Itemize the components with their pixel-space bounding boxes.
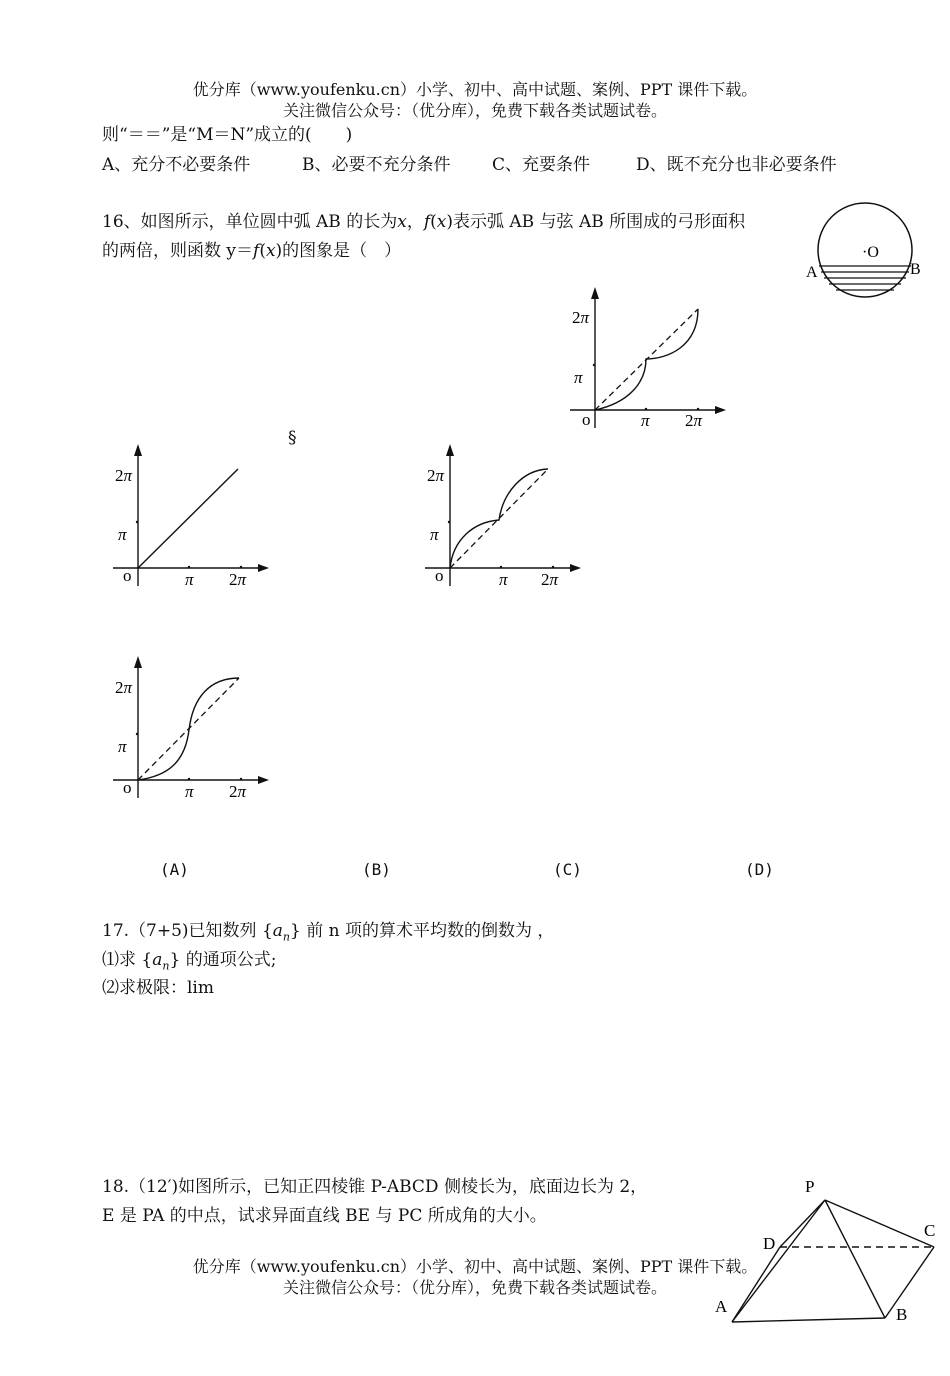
- graph-a-line: [138, 469, 238, 568]
- graph-b-x-2pi: 2π: [541, 570, 559, 589]
- graph-c: [103, 652, 278, 802]
- vertex-d-label: D: [763, 1234, 776, 1253]
- graph-c-x-pi: π: [185, 782, 194, 801]
- graph-a-x-arrow: [258, 564, 269, 572]
- q18-line-1: 18.（12′)如图所示，已知正四棱锥 P-ABCD 侧棱长为，底面边长为 2，: [102, 1177, 648, 1197]
- graph-a-origin: o: [123, 566, 132, 585]
- option-label-a: (A): [160, 860, 189, 879]
- graph-b-y-pi: π: [430, 525, 439, 544]
- graph-b-x-pi: π: [499, 570, 508, 589]
- graph-a-y-pi: π: [118, 525, 127, 544]
- vertex-c-label: C: [924, 1221, 936, 1240]
- graph-b-y-2pi: 2π: [427, 466, 445, 485]
- header-line-1: 优分库（www.youfenku.cn）小学、初中、高中试题、案例、PPT 课件下载。: [192, 80, 758, 99]
- graph-d-x-pi: π: [641, 411, 650, 430]
- footer-line-1: 优分库（www.youfenku.cn）小学、初中、高中试题、案例、PPT 课件下载。: [192, 1257, 758, 1276]
- header-line-2: 关注微信公众号：（优分库），免费下载各类试题试卷。: [282, 101, 667, 120]
- circle-point-a-label: A: [806, 264, 818, 281]
- q17-line-1: 17.（7+5)已知数列 $\{a_n\}$ 前 n 项的算术平均数的倒数为 ，: [102, 921, 555, 944]
- graph-c-x-2pi: 2π: [229, 782, 247, 801]
- option-label-d: (D): [745, 860, 774, 879]
- graph-a-x-2pi: 2π: [229, 570, 247, 589]
- option-label-b: (B): [362, 860, 391, 879]
- graph-a: [103, 440, 278, 590]
- unit-circle-figure: [800, 196, 930, 306]
- graph-d-y-2pi: 2π: [572, 308, 590, 327]
- q15-option-d: D、既不充分也非必要条件: [636, 155, 837, 175]
- graph-d-x-arrow: [715, 406, 726, 414]
- graph-c-x-arrow: [258, 776, 269, 784]
- graph-b-x-arrow: [570, 564, 581, 572]
- vertex-a-label: A: [715, 1297, 728, 1316]
- graph-b-y-arrow: [446, 444, 454, 456]
- graph-a-y-arrow: [134, 444, 142, 456]
- stray-section-mark: §: [288, 428, 297, 448]
- graph-a-y-2pi: 2π: [115, 466, 133, 485]
- edge-pd: [780, 1200, 825, 1247]
- pyramid-figure: [700, 1170, 948, 1330]
- graph-c-origin: o: [123, 778, 132, 797]
- edge-pc: [825, 1200, 934, 1247]
- graph-d-y-pi: π: [574, 368, 583, 387]
- graph-c-y-pi: π: [118, 737, 127, 756]
- graph-a-x-pi: π: [185, 570, 194, 589]
- vertex-b-label: B: [896, 1305, 908, 1324]
- circle-center-label: ·O: [862, 244, 879, 261]
- graph-c-y-2pi: 2π: [115, 678, 133, 697]
- q15-stem: 则“＝＝”是“M＝N”成立的( ): [102, 125, 353, 145]
- q15-option-b: B、必要不充分条件: [302, 155, 451, 175]
- footer-line-2: 关注微信公众号：（优分库），免费下载各类试题试卷。: [282, 1278, 667, 1297]
- graph-b-origin: o: [435, 566, 444, 585]
- graph-b: [415, 440, 590, 590]
- q15-option-a: A、充分不必要条件: [102, 155, 251, 175]
- segment-hatching: [819, 266, 911, 290]
- q18-line-2: E 是 PA 的中点，试求异面直线 BE 与 PC 所成角的大小。: [102, 1206, 547, 1226]
- q17-line-2: ⑴求 $\{a_n\}$ 的通项公式;: [102, 950, 277, 973]
- graph-d-origin: o: [582, 410, 591, 429]
- graph-d-x-2pi: 2π: [685, 411, 703, 430]
- q16-line-1: 16、如图所示，单位圆中弧 AB 的长为x，f(x)表示弧 AB 与弦 AB 所围成的弓形面积: [102, 212, 746, 232]
- circle-point-b-label: B: [910, 261, 921, 278]
- graph-d: [560, 283, 735, 433]
- vertex-p-label: P: [805, 1177, 815, 1196]
- graph-d-y-arrow: [591, 287, 599, 299]
- q15-option-c: C、充要条件: [492, 155, 591, 175]
- q16-line-2: 的两倍，则函数 y＝f(x)的图象是（ ）: [102, 241, 402, 261]
- option-label-c: (C): [553, 860, 582, 879]
- edge-ab: [732, 1318, 885, 1322]
- graph-c-y-arrow: [134, 656, 142, 668]
- q17-line-3: ⑵求极限：lim: [102, 978, 214, 998]
